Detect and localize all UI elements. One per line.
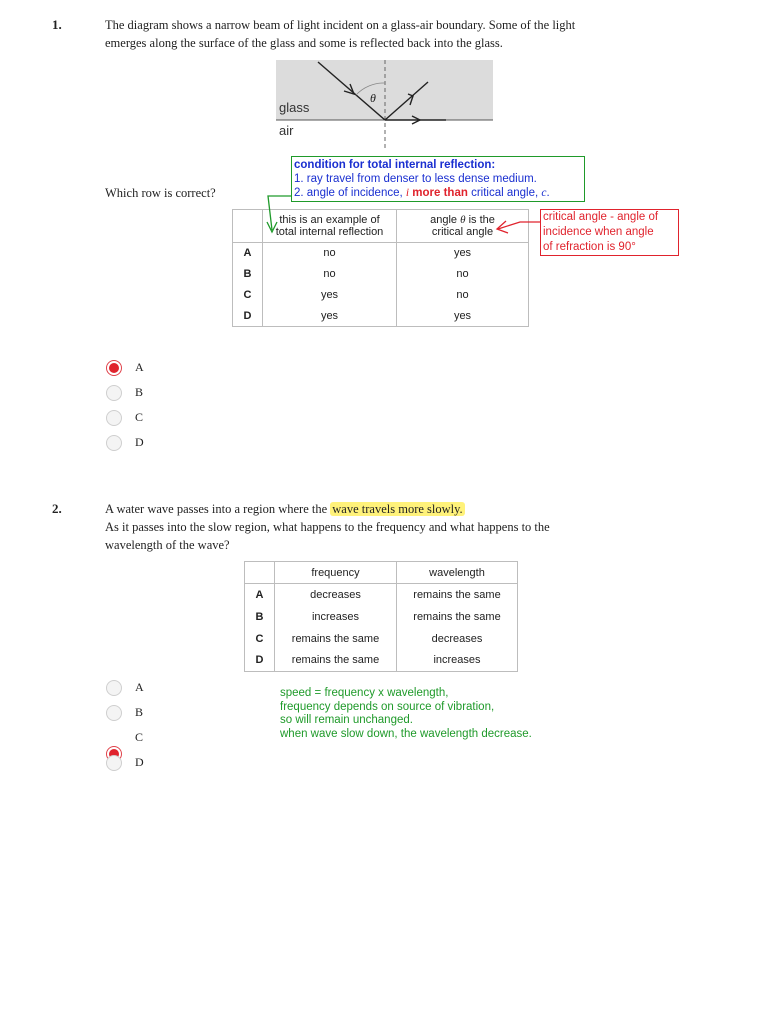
annotation-tir-title: condition for total internal reflection: xyxy=(294,159,496,171)
header-angle-pre: angle xyxy=(430,214,461,226)
row-cell-frequency: increases xyxy=(275,606,397,628)
q1-option-c-radio[interactable] xyxy=(106,410,122,426)
question-2-number: 2. xyxy=(52,501,62,516)
question-2-text-line3: wavelength of the wave? xyxy=(105,538,230,552)
annotation-tir-line1: 1. ray travel from denser to less dense medium. xyxy=(294,173,537,185)
row-cell-angle: yes xyxy=(397,306,529,327)
q1-option-d-label[interactable]: D xyxy=(135,435,144,449)
row-cell-wavelength: increases xyxy=(397,650,518,672)
table-header-tir-line1: this is an example of xyxy=(279,214,380,226)
green-arrow xyxy=(268,196,291,230)
q1-option-b-label[interactable]: B xyxy=(135,385,144,399)
row-cell-tir: yes xyxy=(263,306,397,327)
table-header-tir-line2: total internal reflection xyxy=(275,226,384,238)
question-2-text-line2: As it passes into the slow region, what happens to the frequency and what happens to the xyxy=(105,520,550,534)
question-1-text-line2: emerges along the surface of the glass and some is reflected back into the glass. xyxy=(105,36,503,50)
annotation-tir-line2-c-symbol: c xyxy=(541,187,547,199)
air-label: air xyxy=(279,123,294,138)
annotation-wave-line1: speed = frequency x wavelength, xyxy=(280,687,449,699)
table-header-blank xyxy=(245,562,275,584)
row-letter: D xyxy=(245,650,275,672)
row-cell-frequency: remains the same xyxy=(275,650,397,672)
table-row xyxy=(245,650,518,672)
row-cell-frequency: remains the same xyxy=(275,628,397,650)
table-row xyxy=(245,628,518,650)
q1-option-a-label[interactable]: A xyxy=(135,360,144,374)
annotation-wave-explanation xyxy=(280,687,532,741)
table-row xyxy=(245,584,518,606)
annotation-wave-line3: so will remain unchanged. xyxy=(280,714,413,726)
question-1-prompt: Which row is correct? xyxy=(105,186,216,200)
q2-option-b-label[interactable]: B xyxy=(135,705,144,719)
q2-option-a-radio[interactable] xyxy=(106,680,122,696)
glass-label: glass xyxy=(279,100,310,115)
annotation-tir-line2-end: . xyxy=(546,187,550,199)
annotation-tir-line2-i: i xyxy=(405,187,410,199)
q2-option-a-label[interactable]: A xyxy=(135,680,144,694)
row-letter: D xyxy=(233,306,263,327)
annotation-critical-line1: critical angle - angle of xyxy=(543,211,659,223)
header-angle-post: is the xyxy=(465,214,495,226)
q2-option-d-label[interactable]: D xyxy=(135,755,144,769)
q2-option-c-label[interactable]: C xyxy=(135,730,144,744)
annotation-wave-line4: when wave slow down, the wavelength decrease. xyxy=(280,727,532,740)
row-cell-tir: no xyxy=(263,264,397,285)
q1-option-a-radio[interactable] xyxy=(106,360,122,376)
row-cell-angle: no xyxy=(397,264,529,285)
header-angle-theta: θ xyxy=(460,214,466,226)
annotation-wave-line2: frequency depends on source of vibration, xyxy=(280,700,495,713)
table-header-wavelength: wavelength xyxy=(397,562,518,584)
annotation-tir-line2-a: 2. angle of incidence, xyxy=(294,187,406,199)
row-cell-angle: yes xyxy=(397,243,529,264)
table-header-angle-line2: critical angle xyxy=(431,226,494,238)
question-2-table xyxy=(244,561,518,672)
row-letter: C xyxy=(245,628,275,650)
annotation-critical-line3: of refraction is 90° xyxy=(543,241,636,253)
annotation-tir-line2-c: critical angle, xyxy=(467,187,542,199)
annotation-critical-line2: incidence when angle xyxy=(543,226,654,238)
row-letter: A xyxy=(233,243,263,264)
row-letter: A xyxy=(245,584,275,606)
row-cell-angle: no xyxy=(397,285,529,306)
annotation-tir-line2-more-than: more than xyxy=(409,187,468,199)
row-cell-tir: no xyxy=(263,243,397,264)
q1-option-b-radio[interactable] xyxy=(106,385,122,401)
table-header-frequency: frequency xyxy=(275,562,397,584)
q2-option-b-radio[interactable] xyxy=(106,705,122,721)
row-cell-tir: yes xyxy=(263,285,397,306)
theta-label: θ xyxy=(370,91,376,105)
question-2-highlight: wave travels more slowly. xyxy=(332,502,463,516)
row-letter: B xyxy=(233,264,263,285)
row-cell-wavelength: decreases xyxy=(397,628,518,650)
row-cell-frequency: decreases xyxy=(275,584,397,606)
q2-option-d-radio[interactable] xyxy=(106,755,122,771)
q1-option-c-label[interactable]: C xyxy=(135,410,144,424)
question-1-number: 1. xyxy=(52,17,62,32)
row-cell-wavelength: remains the same xyxy=(397,584,518,606)
question-2-text xyxy=(105,500,725,554)
row-cell-wavelength: remains the same xyxy=(397,606,518,628)
question-2-text-pre: A water wave passes into a region where the xyxy=(105,502,331,516)
table-row xyxy=(245,606,518,628)
table-header-row xyxy=(245,562,518,584)
question-1-text-line1: The diagram shows a narrow beam of light incident on a glass-air boundary. Some of the light xyxy=(105,18,576,32)
row-letter: C xyxy=(233,285,263,306)
question-2-text-line1 xyxy=(105,500,725,518)
row-letter: B xyxy=(245,606,275,628)
q1-option-d-radio[interactable] xyxy=(106,435,122,451)
